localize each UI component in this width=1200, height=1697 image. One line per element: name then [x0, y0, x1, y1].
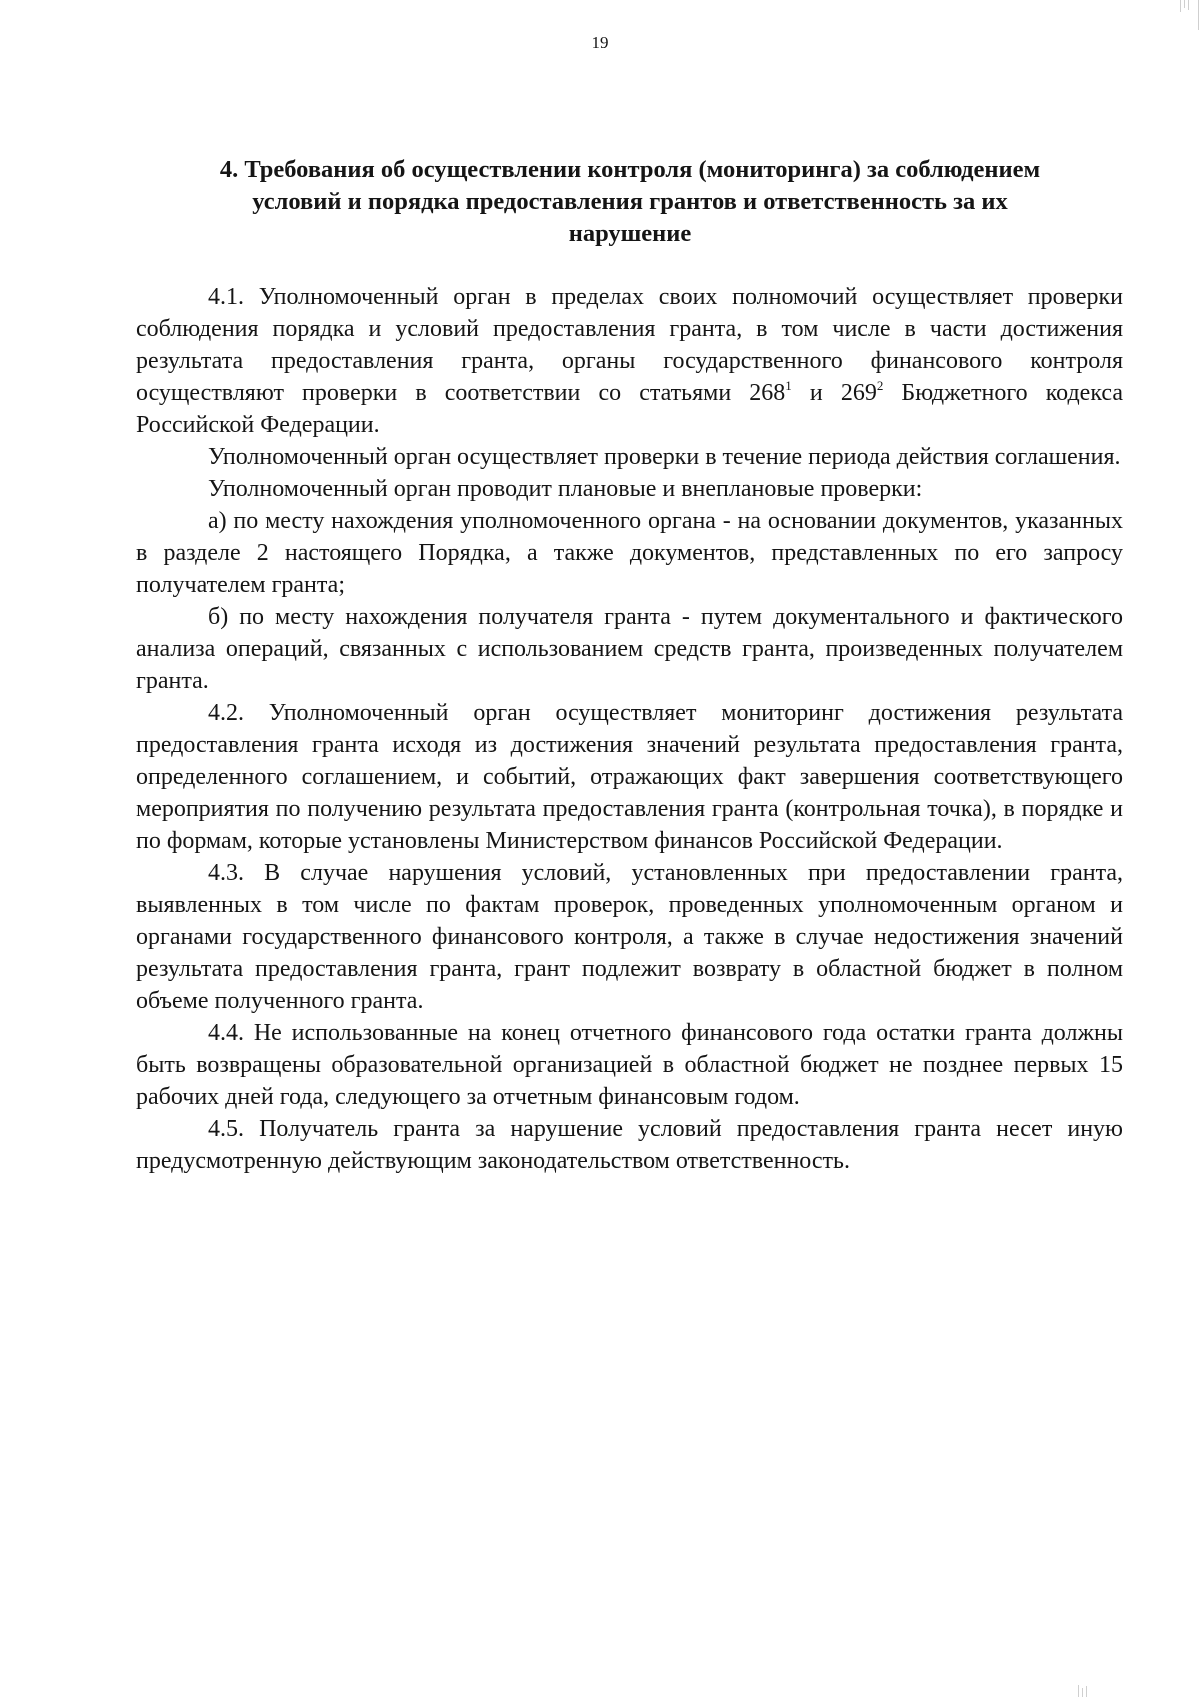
paragraph-4-3: 4.3. В случае нарушения условий, установленных при предоставлении гранта, выявленных в том числе по фактам проверок, проведенных уполномоченным органом и органами государственного финансового контроля, а также в случае недостижения значений результата предоставления гранта, грант подлежит возврату в областной бюджет в полном объеме полученного гранта.	[136, 860, 1123, 1014]
paragraph-4-1-text: 4.1. Уполномоченный орган в пределах своих полномочий осуществляет проверки соблюдения порядка и условий предоставления гранта, в том числе в части достижения результата предоставления гранта, органы государственного финансового контроля осуществляют проверки в соответствии со статьями 268	[136, 284, 1123, 406]
scan-edge-mark	[1086, 1686, 1087, 1697]
paragraph-4-2: 4.2. Уполномоченный орган осуществляет мониторинг достижения результата предоставления гранта исходя из достижения значений результата предоставления гранта, определенного соглашением, и событий, отражающих факт завершения соответствующего мероприятия по получению результата предоставления гранта (контрольная точка), в порядке и по формам, которые установлены Министерством финансов Российской Федерации.	[136, 700, 1123, 854]
footnote-superscript: 1	[785, 378, 792, 393]
paragraph-item-b: б) по месту нахождения получателя гранта - путем документального и фактического анализа операций, связанных с использованием средств гранта, произведенных получателем гранта.	[136, 604, 1123, 694]
scan-edge-mark	[1184, 0, 1185, 8]
section-heading	[140, 154, 1120, 250]
section-heading-line: 4. Требования об осуществлении контроля (мониторинга) за соблюдением	[219, 156, 1041, 183]
paragraph-4-5: 4.5. Получатель гранта за нарушение условий предоставления гранта несет иную предусмотренную действующим законодательством ответственность.	[136, 1116, 1123, 1174]
section-heading-line: нарушение	[568, 220, 692, 247]
footnote-superscript: 2	[876, 378, 884, 393]
scan-edge-mark	[1188, 0, 1189, 10]
paragraph-4-1-tail: Бюджетного кодекса Российской Федерации.	[136, 380, 1123, 438]
scan-edge-mark	[1198, 0, 1199, 30]
page-number: 19	[591, 33, 609, 52]
section-heading-line: условий и порядка предоставления грантов и ответственность за их	[252, 188, 1008, 215]
paragraph-4-4: 4.4. Не использованные на конец отчетного финансового года остатки гранта должны быть возвращены образовательной организацией в областной бюджет не позднее первых 15 рабочих дней года, следующего за отчетным финансовым годом.	[136, 1020, 1123, 1110]
paragraph-item-a: а) по месту нахождения уполномоченного органа - на основании документов, указанных в разделе 2 настоящего Порядка, а также документов, представленных по его запросу получателем гранта;	[136, 508, 1123, 598]
section-body	[136, 281, 1123, 1177]
paragraph-check-period: Уполномоченный орган осуществляет проверки в течение периода действия соглашения.	[208, 444, 1121, 470]
scan-edge-mark	[1078, 1685, 1079, 1697]
scan-edge-mark	[1082, 1688, 1083, 1697]
paragraph-4-1-mid: и 269	[791, 380, 877, 406]
paragraph-check-types: Уполномоченный орган проводит плановые и внеплановые проверки:	[208, 476, 923, 502]
paragraph-4-1	[136, 281, 1123, 441]
scan-edge-mark	[1180, 0, 1181, 12]
